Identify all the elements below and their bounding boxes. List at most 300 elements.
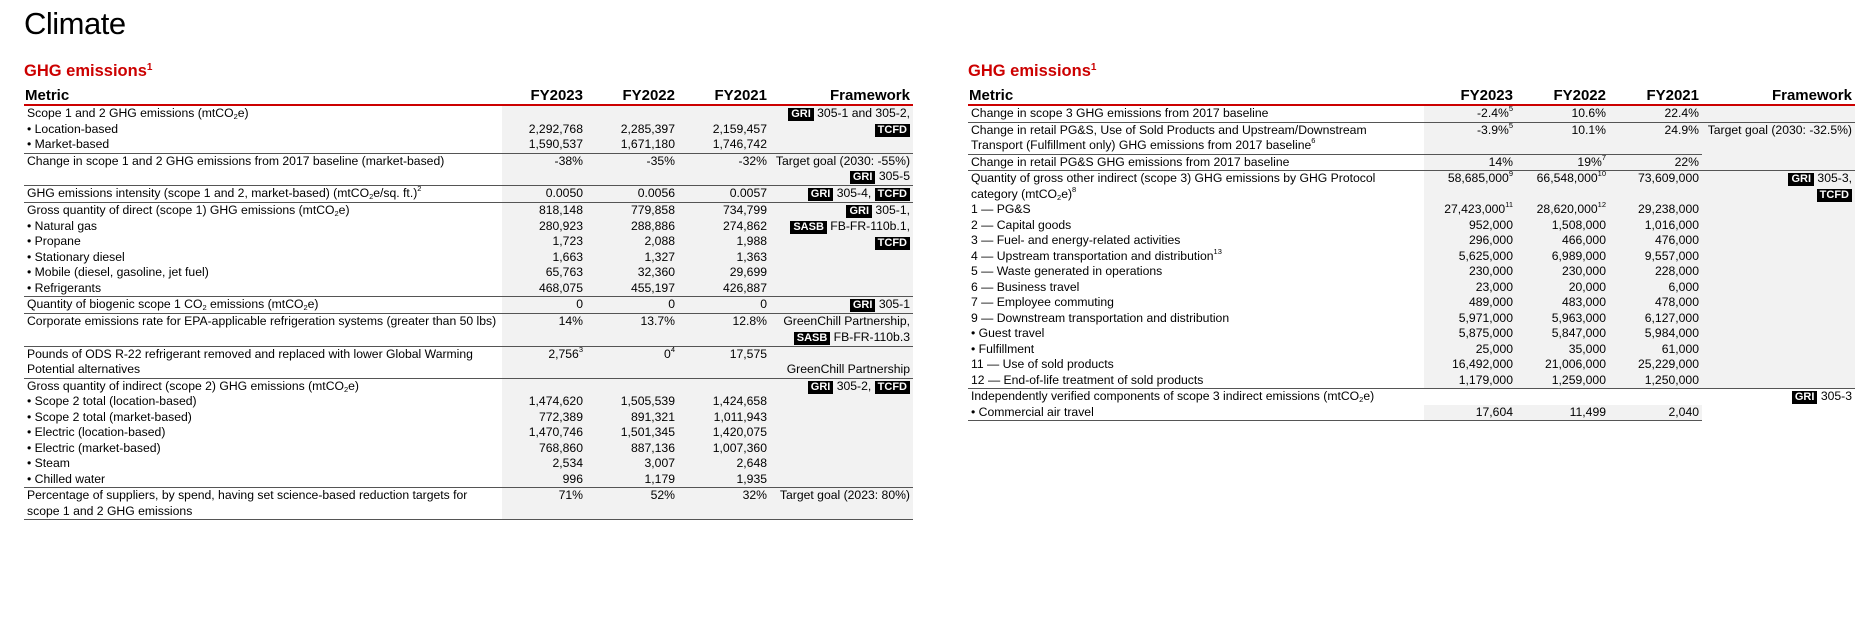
metric-cell — [24, 472, 502, 488]
fy2023-value — [1424, 171, 1516, 203]
footnote-marker: 10 — [1597, 169, 1606, 178]
framework-cell — [770, 346, 913, 378]
fy2022-value: 11,499 — [1516, 405, 1609, 421]
subscript: 2 — [1359, 395, 1364, 404]
fy2021-value — [678, 105, 770, 122]
metric-cell — [24, 456, 502, 472]
fy2021-value — [678, 378, 770, 394]
metric-cell — [24, 314, 502, 347]
text-run: 12 — End-of-life treatment of sold products — [971, 372, 1204, 387]
metric-cell — [24, 441, 502, 457]
fy2023-value: 230,000 — [1424, 264, 1516, 280]
fy2021-value: 1,250,000 — [1609, 373, 1702, 389]
metric-cell — [24, 153, 502, 186]
fy2023-value: 296,000 — [1424, 233, 1516, 249]
subscript: 2 — [303, 303, 308, 312]
subscript: 2 — [343, 384, 349, 394]
fy2022-value — [586, 105, 678, 122]
framework-badge: TCFD — [875, 188, 910, 201]
text-run: emissions (mtCO — [206, 297, 304, 311]
framework-text: 305-1, — [872, 203, 910, 217]
fy2021-value: 24.9% — [1609, 122, 1702, 154]
text-run: Scope 1 and 2 GHG emissions (mtCO — [27, 106, 234, 120]
framework-cell — [770, 203, 913, 297]
fy2021-value: 2,040 — [1609, 405, 1702, 421]
fy2023-value: 952,000 — [1424, 218, 1516, 234]
fy2022-header: FY2022 — [1516, 84, 1609, 105]
fy2022-value — [1516, 202, 1609, 218]
framework-badge: GRI — [788, 108, 814, 121]
framework-badge: GRI — [808, 188, 834, 201]
fy2023-value: 14% — [1424, 154, 1516, 171]
framework-text: Target goal (2030: -55%) — [775, 153, 910, 168]
table-row — [968, 389, 1855, 405]
table-row — [968, 122, 1855, 154]
table-row — [24, 105, 913, 122]
fy2021-value: 1,746,742 — [678, 137, 770, 153]
fy2023-value: 5,971,000 — [1424, 311, 1516, 327]
framework-cell — [770, 314, 913, 347]
framework-badge: TCFD — [875, 237, 910, 250]
metric-cell — [24, 488, 502, 520]
text-run: e/sq. ft.) — [373, 186, 418, 200]
text-run: • Electric (location-based) — [27, 425, 166, 439]
metric-cell — [968, 264, 1424, 280]
framework-badge: GRI — [846, 205, 872, 218]
fy2023-value: 1,474,620 — [502, 394, 586, 410]
text-run: • Market-based — [27, 137, 110, 151]
fy2021-value: 478,000 — [1609, 295, 1702, 311]
fy2023-value: 468,075 — [502, 281, 586, 297]
fy2021-value: 274,862 — [678, 219, 770, 235]
fy2021-value: 1,935 — [678, 472, 770, 488]
fy2022-value: 1,508,000 — [1516, 218, 1609, 234]
framework-cell — [770, 105, 913, 153]
metric-header: Metric — [24, 84, 502, 105]
framework-cell — [770, 186, 913, 203]
text-run: • Refrigerants — [27, 280, 102, 295]
fy2023-value: 23,000 — [1424, 280, 1516, 296]
fy2022-value: 10.1% — [1516, 122, 1609, 154]
text-run: e) — [1363, 389, 1375, 403]
fy2022-header: FY2022 — [586, 84, 678, 105]
table-row — [968, 171, 1855, 203]
metric-cell — [24, 281, 502, 297]
fy2022-value: 1,259,000 — [1516, 373, 1609, 389]
metric-cell — [24, 186, 502, 203]
framework-badge: SASB — [790, 221, 827, 234]
metric-cell — [24, 122, 502, 138]
text-run: Change in retail PG&S GHG emissions from 2017 baseline — [971, 154, 1290, 169]
text-run: 27,423,000 — [1444, 202, 1506, 216]
fy2021-value: 5,984,000 — [1609, 326, 1702, 342]
fy2022-value: 0.0056 — [586, 186, 678, 203]
text-run: Percentage of suppliers, by spend, having set science-based reduction targets for scope 1 and 2 GHG emissions — [27, 488, 468, 518]
fy2022-value: 779,858 — [586, 203, 678, 219]
framework-text: 305-1 — [875, 297, 910, 311]
framework-badge: TCFD — [875, 381, 910, 394]
fy2023-value — [502, 378, 586, 394]
fy2023-value: 17,604 — [1424, 405, 1516, 421]
left-panel-title — [24, 62, 913, 84]
framework-header: Framework — [1702, 84, 1855, 105]
fy2022-value: 13.7% — [586, 314, 678, 347]
text-run: Independently verified components of scope 3 indirect emissions (mtCO — [971, 389, 1360, 403]
fy2022-value: 2,285,397 — [586, 122, 678, 138]
fy2023-header: FY2023 — [1424, 84, 1516, 105]
fy2023-value: -38% — [502, 153, 586, 186]
framework-cell — [770, 488, 913, 520]
fy2023-value: 25,000 — [1424, 342, 1516, 358]
fy2022-value: 6,989,000 — [1516, 249, 1609, 265]
fy2021-value: 2,648 — [678, 456, 770, 472]
right-ghg-panel — [968, 62, 1855, 421]
text-run: 6 — Business travel — [971, 279, 1080, 294]
fy2022-value: 20,000 — [1516, 280, 1609, 296]
framework-cell — [1702, 171, 1855, 389]
text-run: -2.4% — [1476, 106, 1509, 120]
text-run: 2,756 — [548, 346, 579, 361]
fy2021-value: 29,238,000 — [1609, 202, 1702, 218]
fy2022-value — [1516, 154, 1609, 171]
fy2023-value: 2,534 — [502, 456, 586, 472]
text-run: • Scope 2 total (location-based) — [27, 394, 197, 408]
right-panel-title-text: GHG emissions — [968, 62, 1091, 80]
framework-text: 305-4, — [833, 186, 875, 200]
text-run: GHG emissions intensity (scope 1 and 2, market-based) (mtCO — [27, 186, 370, 200]
fy2022-value: 483,000 — [1516, 295, 1609, 311]
metric-cell — [968, 280, 1424, 296]
metric-cell — [24, 137, 502, 153]
fy2021-value: 22.4% — [1609, 105, 1702, 122]
table-row — [24, 203, 913, 219]
fy2023-value: 65,763 — [502, 265, 586, 281]
fy2023-value: 1,723 — [502, 234, 586, 250]
right-panel-title-footnote: 1 — [1090, 62, 1097, 73]
footnote-marker: 9 — [1508, 169, 1513, 178]
fy2022-value: 10.6% — [1516, 105, 1609, 122]
framework-text: 305-5 — [875, 169, 910, 183]
framework-cell — [1702, 122, 1855, 171]
fy2023-value: 1,590,537 — [502, 137, 586, 153]
metric-cell — [968, 373, 1424, 389]
metric-cell — [24, 378, 502, 394]
fy2021-value: 476,000 — [1609, 233, 1702, 249]
text-run: Quantity of biogenic scope 1 CO — [27, 297, 203, 311]
fy2023-value: 16,492,000 — [1424, 357, 1516, 373]
fy2023-value — [1424, 105, 1516, 122]
metric-cell — [24, 346, 502, 378]
metric-cell — [968, 171, 1424, 203]
fy2023-value: 489,000 — [1424, 295, 1516, 311]
fy2022-value: 21,006,000 — [1516, 357, 1609, 373]
fy2022-value: 466,000 — [1516, 233, 1609, 249]
fy2023-value: 5,625,000 — [1424, 249, 1516, 265]
metric-cell — [24, 297, 502, 314]
table-row — [24, 153, 913, 186]
framework-text: 305-3 — [1817, 389, 1852, 403]
text-run: 3 — Fuel- and energy-related activities — [971, 233, 1181, 247]
text-run: 19% — [1577, 154, 1602, 169]
fy2021-value: 6,127,000 — [1609, 311, 1702, 327]
fy2021-value: 1,016,000 — [1609, 218, 1702, 234]
footnote-marker: 12 — [1597, 200, 1606, 209]
metric-cell — [968, 154, 1424, 171]
fy2023-value: 280,923 — [502, 219, 586, 235]
metric-cell — [24, 394, 502, 410]
footnote-marker: 6 — [1311, 136, 1316, 145]
text-run: -3.9% — [1476, 122, 1509, 137]
text-run: Change in retail PG&S, Use of Sold Products and Upstream/Downstream Transport (Fulfillment only) GHG emissions from 2017 baseline — [971, 122, 1367, 152]
fy2021-header: FY2021 — [678, 84, 770, 105]
footnote-marker: 11 — [1505, 200, 1513, 209]
fy2022-value: 52% — [586, 488, 678, 520]
fy2022-value: 35,000 — [1516, 342, 1609, 358]
text-run: Change in scope 1 and 2 GHG emissions from 2017 baseline (market-based) — [27, 153, 445, 168]
fy2021-value — [1609, 389, 1702, 405]
right-ghg-table — [968, 84, 1855, 421]
footnote-marker: 2 — [417, 184, 422, 193]
text-run: • Scope 2 total (market-based) — [27, 409, 192, 424]
metric-cell — [968, 311, 1424, 327]
fy2022-value — [586, 346, 678, 378]
fy2021-value: 1,007,360 — [678, 441, 770, 457]
text-run: e) — [307, 297, 319, 311]
left-panel-title-footnote: 1 — [146, 62, 153, 73]
subscript: 2 — [233, 112, 238, 121]
table-row — [24, 314, 913, 347]
fy2021-value: 426,887 — [678, 281, 770, 297]
text-run: e) — [1061, 186, 1073, 201]
text-run: • Propane — [27, 234, 81, 248]
fy2021-value: 29,699 — [678, 265, 770, 281]
page-title: Climate — [24, 6, 126, 41]
text-run: Corporate emissions rate for EPA-applicable refrigeration systems (greater than 50 lbs) — [27, 314, 497, 328]
metric-cell — [24, 234, 502, 250]
framework-header: Framework — [770, 84, 913, 105]
fy2023-value: 0 — [502, 297, 586, 314]
text-run: 11 — Use of sold products — [971, 357, 1114, 371]
framework-badge: GRI — [1792, 391, 1818, 404]
text-run: • Guest travel — [971, 326, 1045, 340]
text-run: • Fulfillment — [971, 341, 1035, 356]
fy2022-value: 1,671,180 — [586, 137, 678, 153]
metric-cell — [24, 250, 502, 266]
text-run: Gross quantity of indirect (scope 2) GHG emissions (mtCO — [27, 378, 344, 393]
text-run: • Stationary diesel — [27, 249, 125, 264]
framework-text: FB-FR-110b.3 — [830, 329, 910, 344]
text-run: 2 — Capital goods — [971, 217, 1072, 232]
fy2023-value: 14% — [502, 314, 586, 347]
fy2023-value — [1424, 202, 1516, 218]
fy2021-value: 0.0057 — [678, 186, 770, 203]
left-ghg-panel — [24, 62, 913, 520]
text-run: 5 — Waste generated in operations — [971, 264, 1163, 278]
metric-cell — [24, 203, 502, 219]
framework-text: GreenChill Partnership — [786, 361, 910, 376]
fy2021-value: 734,799 — [678, 203, 770, 219]
metric-cell — [968, 357, 1424, 373]
framework-cell — [1702, 105, 1855, 122]
fy2021-value: 1,988 — [678, 234, 770, 250]
fy2022-value: 3,007 — [586, 456, 678, 472]
table-row — [24, 488, 913, 520]
framework-badge: GRI — [1788, 173, 1814, 186]
fy2023-value: 818,148 — [502, 203, 586, 219]
left-ghg-table — [24, 84, 913, 520]
text-run: Quantity of gross other indirect (scope 3) GHG emissions by GHG Protocol category (mtCO — [971, 171, 1376, 201]
text-run: 0 — [664, 346, 671, 361]
fy2022-value: 455,197 — [586, 281, 678, 297]
text-run: e) — [348, 378, 359, 393]
fy2023-value: 996 — [502, 472, 586, 488]
fy2021-value: 32% — [678, 488, 770, 520]
footnote-marker: 13 — [1213, 246, 1222, 256]
fy2022-value — [586, 378, 678, 394]
fy2021-value: 61,000 — [1609, 342, 1702, 358]
fy2022-value: 230,000 — [1516, 264, 1609, 280]
table-row — [24, 186, 913, 203]
text-run: • Electric (market-based) — [27, 440, 161, 455]
table-row — [968, 105, 1855, 122]
text-run: e) — [237, 106, 249, 120]
fy2021-value: 22% — [1609, 154, 1702, 171]
framework-cell — [1702, 389, 1855, 421]
metric-cell — [968, 246, 1424, 265]
fy2021-value: 1,011,943 — [678, 410, 770, 426]
metric-cell — [24, 265, 502, 281]
fy2021-value: 12.8% — [678, 314, 770, 347]
fy2023-value: 768,860 — [502, 441, 586, 457]
metric-cell — [968, 405, 1424, 421]
metric-cell — [968, 105, 1424, 122]
fy2023-header: FY2023 — [502, 84, 586, 105]
framework-text: Target goal (2023: 80%) — [779, 488, 910, 502]
fy2022-value — [1516, 389, 1609, 405]
fy2023-value: 1,663 — [502, 250, 586, 266]
fy2022-value: 5,847,000 — [1516, 326, 1609, 342]
table-row — [24, 346, 913, 378]
fy2021-value: 25,229,000 — [1609, 357, 1702, 373]
fy2023-value: 0.0050 — [502, 186, 586, 203]
footnote-marker: 5 — [1508, 104, 1513, 113]
text-run: • Steam — [27, 456, 70, 470]
fy2021-value: 0 — [678, 297, 770, 314]
framework-cell — [770, 297, 913, 314]
metric-cell — [968, 342, 1424, 358]
metric-cell — [24, 219, 502, 235]
fy2022-value: 2,088 — [586, 234, 678, 250]
fy2022-value: 891,321 — [586, 410, 678, 426]
text-run: 28,620,000 — [1536, 202, 1598, 216]
fy2023-value — [502, 346, 586, 378]
table-row — [24, 378, 913, 394]
metric-cell — [968, 233, 1424, 249]
fy2023-value — [502, 105, 586, 122]
framework-badge: GRI — [808, 381, 834, 394]
fy2022-value — [1516, 171, 1609, 203]
framework-text: FB-FR-110b.1, — [826, 219, 910, 233]
framework-text: 305-2, — [833, 378, 875, 393]
subscript: 2 — [202, 303, 207, 312]
fy2023-value — [1424, 122, 1516, 154]
text-run: • Natural gas — [27, 218, 97, 233]
fy2021-value: 6,000 — [1609, 280, 1702, 296]
framework-badge: GRI — [850, 299, 876, 312]
metric-header: Metric — [968, 84, 1424, 105]
fy2022-value: 5,963,000 — [1516, 311, 1609, 327]
fy2021-value: 73,609,000 — [1609, 171, 1702, 203]
left-panel-title-text: GHG emissions — [24, 62, 147, 80]
fy2022-value: 1,505,539 — [586, 394, 678, 410]
footnote-marker: 4 — [670, 344, 675, 354]
metric-cell — [968, 122, 1424, 154]
fy2021-value: 1,424,658 — [678, 394, 770, 410]
text-run: • Commercial air travel — [971, 404, 1094, 419]
fy2022-value: 1,179 — [586, 472, 678, 488]
metric-cell — [24, 410, 502, 426]
fy2022-value: 1,501,345 — [586, 425, 678, 441]
fy2022-value: 288,886 — [586, 219, 678, 235]
fy2021-value: 228,000 — [1609, 264, 1702, 280]
fy2021-header: FY2021 — [1609, 84, 1702, 105]
footnote-marker: 3 — [578, 344, 583, 354]
fy2023-value: 2,292,768 — [502, 122, 586, 138]
framework-cell — [770, 153, 913, 186]
text-run: Pounds of ODS R-22 refrigerant removed and replaced with lower Global Warming Potential alternatives — [27, 346, 473, 376]
fy2023-value — [1424, 389, 1516, 405]
fy2023-value: 1,470,746 — [502, 425, 586, 441]
metric-cell — [968, 202, 1424, 218]
text-run: 7 — Employee commuting — [971, 295, 1114, 309]
text-run: • Mobile (diesel, gasoline, jet fuel) — [27, 265, 209, 279]
fy2023-value: 772,389 — [502, 410, 586, 426]
fy2023-value: 71% — [502, 488, 586, 520]
table-row — [24, 297, 913, 314]
fy2021-value: 9,557,000 — [1609, 249, 1702, 265]
text-run: Change in scope 3 GHG emissions from 2017 baseline — [971, 106, 1269, 120]
fy2022-value: 32,360 — [586, 265, 678, 281]
metric-cell — [24, 105, 502, 122]
right-panel-title — [968, 62, 1855, 84]
framework-badge: GRI — [850, 171, 876, 184]
text-run: Gross quantity of direct (scope 1) GHG emissions (mtCO — [27, 203, 335, 217]
text-run: 58,685,000 — [1447, 171, 1509, 185]
fy2021-value: -32% — [678, 153, 770, 186]
framework-badge: TCFD — [1817, 189, 1852, 202]
fy2021-value: 1,420,075 — [678, 425, 770, 441]
metric-cell — [968, 389, 1424, 405]
framework-cell — [770, 378, 913, 488]
framework-text: GreenChill Partnership, — [783, 314, 910, 328]
framework-text: 305-1 and 305-2, — [813, 106, 910, 120]
framework-badge: SASB — [794, 332, 831, 345]
subscript: 2 — [1057, 192, 1062, 202]
framework-text: 305-3, — [1814, 171, 1852, 185]
fy2022-value: 887,136 — [586, 441, 678, 457]
text-run: e) — [338, 203, 350, 217]
text-run: 1 — PG&S — [971, 202, 1031, 216]
framework-badge: TCFD — [875, 124, 910, 137]
framework-text: Target goal (2030: -32.5%) — [1707, 122, 1852, 137]
text-run: 9 — Downstream transportation and distribution — [971, 310, 1230, 325]
text-run: • Location-based — [27, 121, 118, 136]
footnote-marker: 5 — [1508, 120, 1513, 130]
fy2021-value: 1,363 — [678, 250, 770, 266]
footnote-marker: 8 — [1072, 184, 1077, 194]
metric-cell — [968, 218, 1424, 234]
subscript: 2 — [369, 192, 374, 201]
